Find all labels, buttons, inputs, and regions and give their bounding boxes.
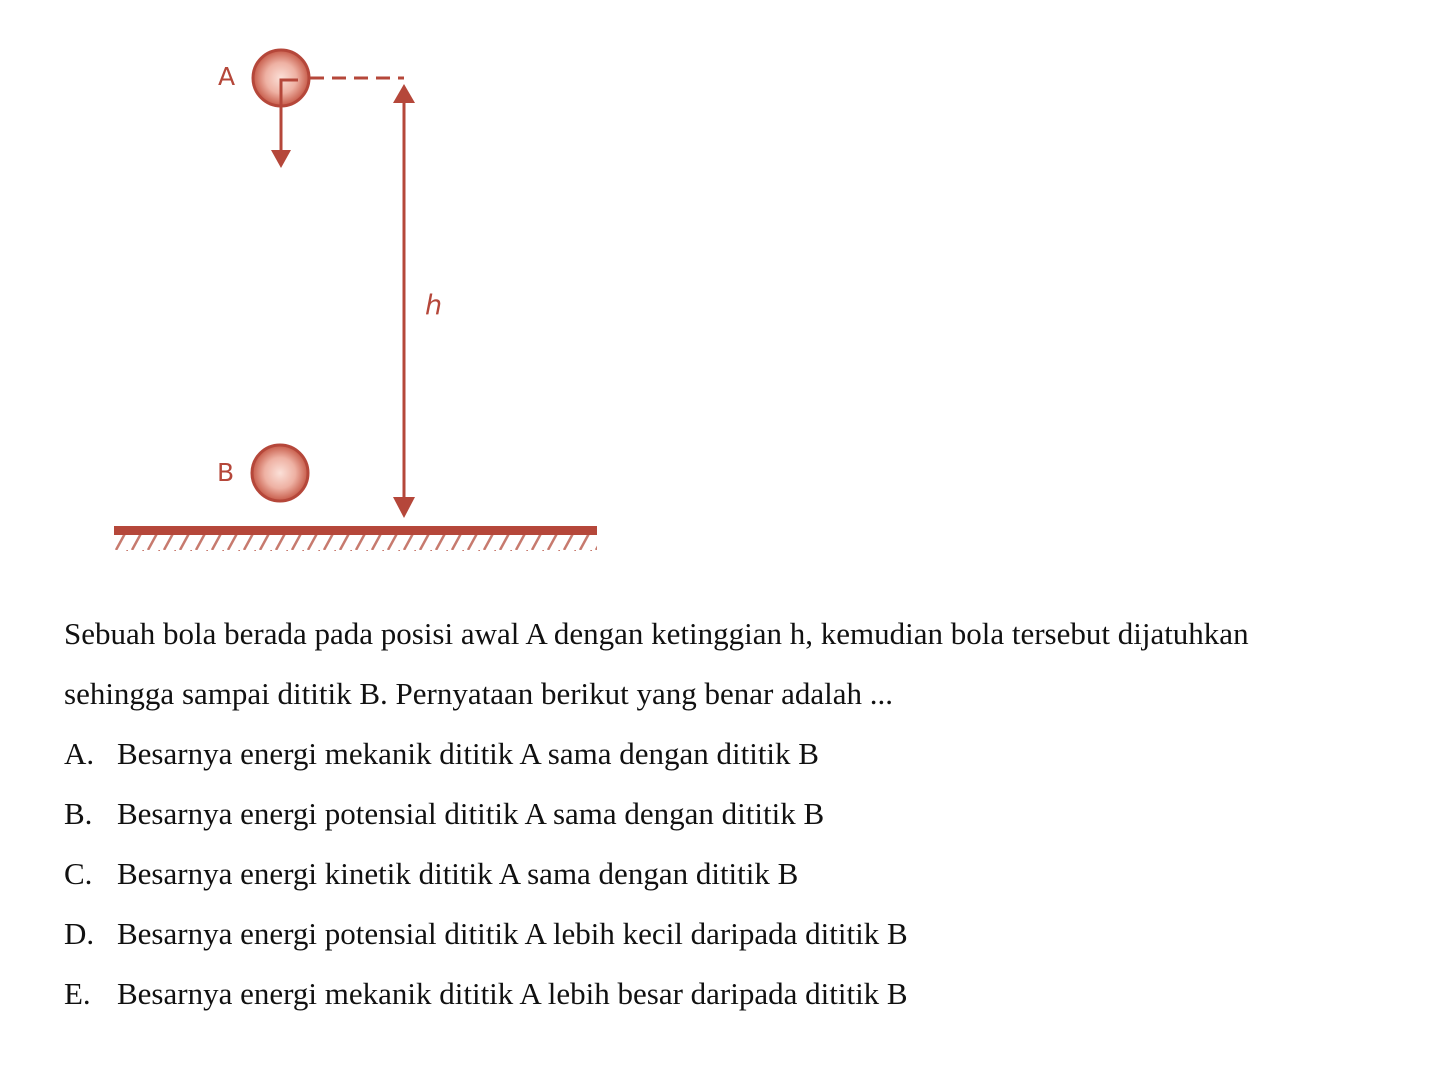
question-block [64, 604, 1404, 1024]
height-arrow-icon [393, 84, 415, 518]
fall-arrow-icon [271, 100, 291, 168]
option-letter: E. [64, 976, 91, 1011]
option-b[interactable] [64, 784, 1404, 844]
label-a: A [218, 62, 236, 91]
option-text: Besarnya energi potensial dititik A sama dengan dititik B [117, 796, 825, 831]
option-text: Besarnya energi mekanik dititik A sama dengan dititik B [117, 736, 819, 771]
option-letter: A. [64, 736, 95, 771]
option-text: Besarnya energi mekanik dititik A lebih besar daripada dititik B [117, 976, 908, 1011]
question-stem-line-2: sehingga sampai dititik B. Pernyataan berikut yang benar adalah ... [64, 676, 894, 711]
label-b: B [217, 458, 235, 487]
option-text: Besarnya energi potensial dititik A lebih kecil daripada dititik B [117, 916, 908, 951]
option-c[interactable] [64, 844, 1404, 904]
question-stem-line-1: Sebuah bola berada pada posisi awal A dengan ketinggian h, kemudian bola tersebut dijatuhkan [64, 616, 1249, 651]
option-text: Besarnya energi kinetik dititik A sama dengan dititik B [117, 856, 799, 891]
label-h: h [425, 290, 443, 321]
option-d[interactable] [64, 904, 1404, 964]
option-letter: D. [64, 916, 95, 951]
ball-b-icon [252, 445, 308, 501]
ground-icon [114, 526, 597, 551]
falling-ball-diagram [0, 0, 640, 580]
option-letter: C. [64, 856, 93, 891]
ball-a-icon [253, 50, 309, 106]
option-e[interactable] [64, 964, 1404, 1024]
answer-options [64, 724, 1404, 1024]
option-a[interactable] [64, 724, 1404, 784]
option-letter: B. [64, 796, 93, 831]
